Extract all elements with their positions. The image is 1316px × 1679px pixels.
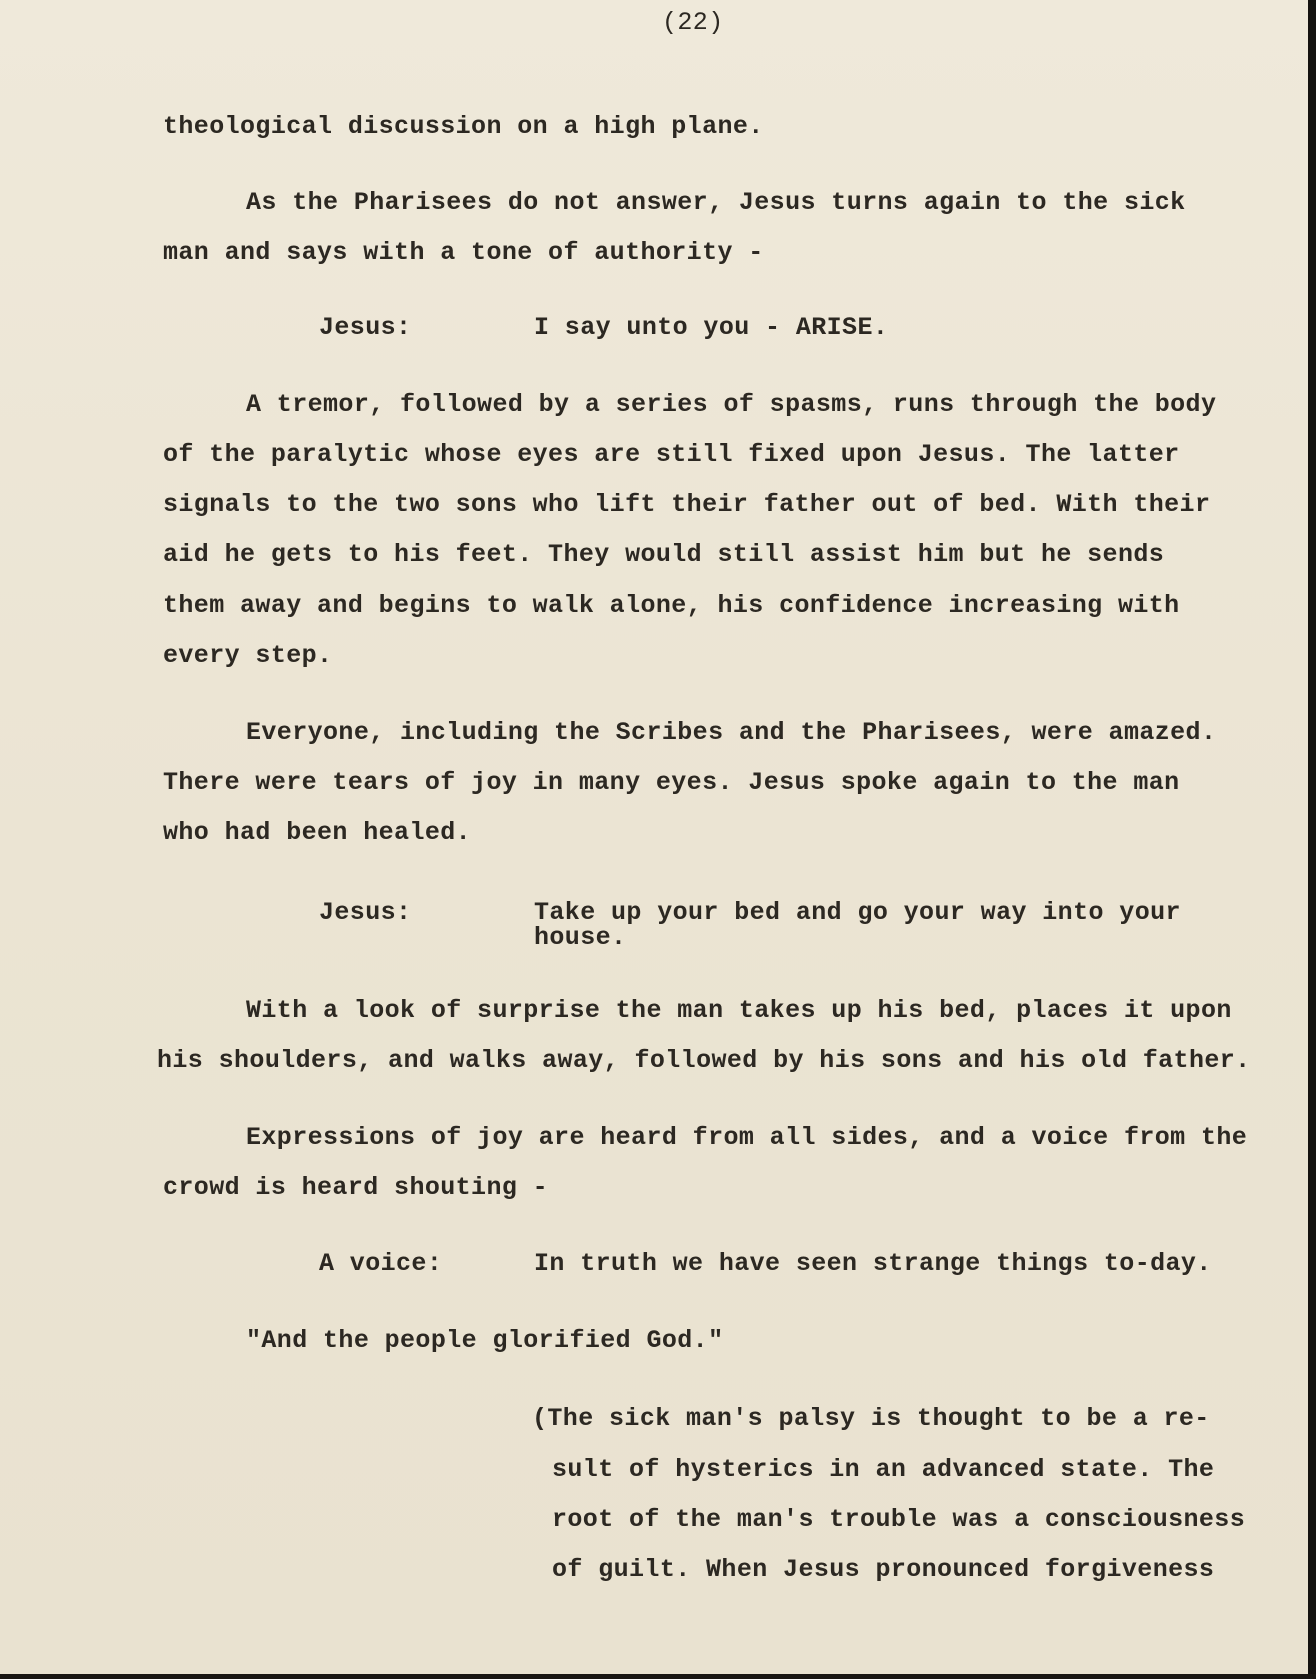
paragraph-line: As the Pharisees do not answer, Jesus turns again to the sick [246,188,1186,217]
paragraph-line: theological discussion on a high plane. [163,112,764,141]
paragraph-line: Everyone, including the Scribes and the Pharisees, were amazed. [246,718,1217,747]
paragraph-line: his shoulders, and walks away, followed by his sons and his old father. [157,1046,1251,1075]
scan-edge-right [1308,0,1316,1679]
paragraph-line: crowd is heard shouting - [163,1173,549,1202]
dialogue-text: house. [534,923,627,952]
paragraph-line: them away and begins to walk alone, his confidence increasing with [163,591,1180,620]
paragraph-line: every step. [163,641,333,670]
note-line: sult of hysterics in an advanced state. The [552,1455,1215,1484]
paragraph-line: signals to the two sons who lift their father out of bed. With their [163,490,1211,519]
dialogue-text: I say unto you - ARISE. [534,313,889,342]
dialogue-speaker: Jesus: [319,898,412,927]
quotation-line: "And the people glorified God." [246,1326,724,1355]
paragraph-line: who had been healed. [163,818,472,847]
paragraph-line: There were tears of joy in many eyes. Jesus spoke again to the man [163,768,1180,797]
paragraph-line: A tremor, followed by a series of spasms, runs through the body [246,390,1217,419]
dialogue-text: Take up your bed and go your way into your [534,898,1181,927]
scan-edge-bottom [0,1674,1316,1679]
paragraph-line: man and says with a tone of authority - [163,238,764,267]
dialogue-speaker: A voice: [319,1249,443,1278]
paragraph-line: With a look of surprise the man takes up his bed, places it upon [246,996,1232,1025]
dialogue-speaker: Jesus: [319,313,412,342]
page-number: (22) [662,8,724,37]
note-line: of guilt. When Jesus pronounced forgiveness [552,1555,1215,1584]
paragraph-line: of the paralytic whose eyes are still fixed upon Jesus. The latter [163,440,1180,469]
paragraph-line: Expressions of joy are heard from all sides, and a voice from the [246,1123,1248,1152]
dialogue-text: In truth we have seen strange things to-day. [534,1249,1212,1278]
paragraph-line: aid he gets to his feet. They would still assist him but he sends [163,540,1165,569]
note-line: (The sick man's palsy is thought to be a re- [532,1404,1210,1433]
note-line: root of the man's trouble was a consciousness [552,1505,1246,1534]
